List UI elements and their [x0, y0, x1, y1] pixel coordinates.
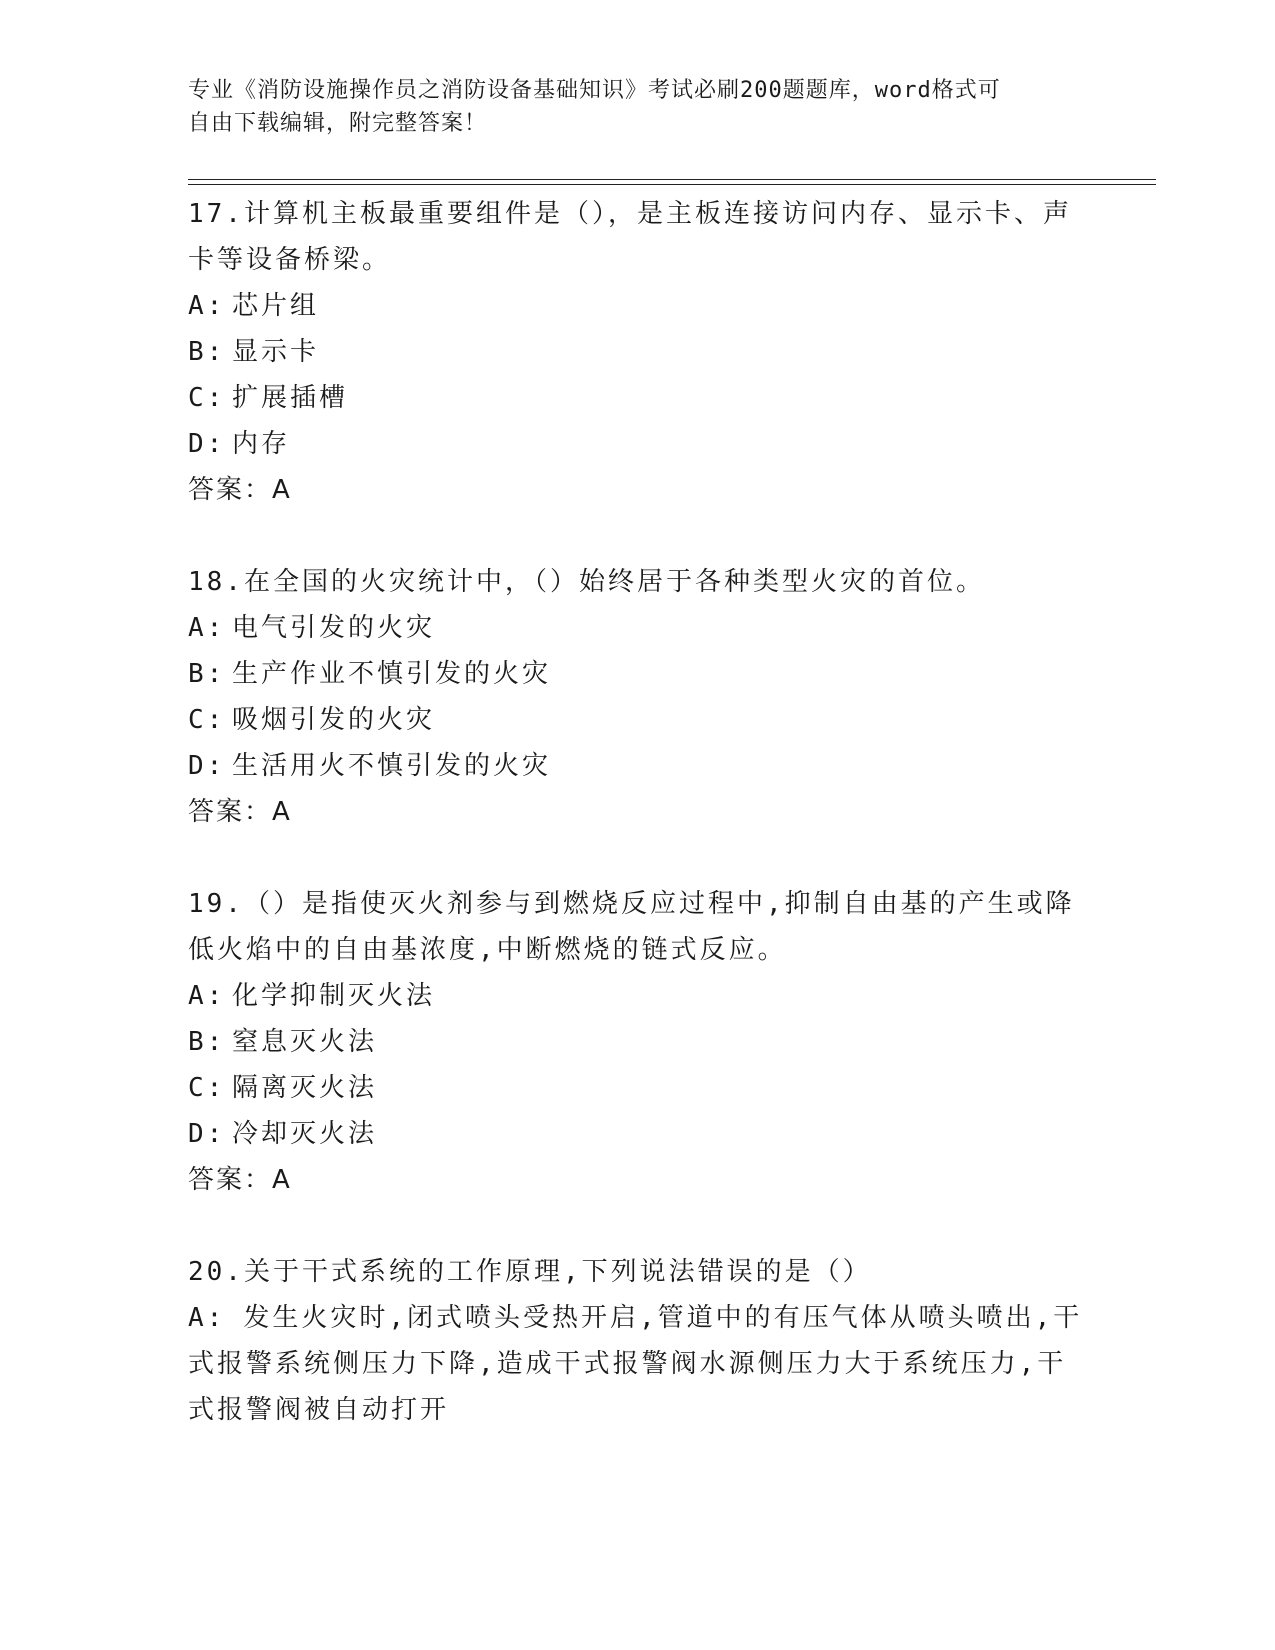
option-text: 窒息灭火法	[232, 1027, 378, 1057]
option-text: 冷却灭火法	[232, 1119, 378, 1149]
option-c	[188, 697, 1088, 743]
option-text: 发生火灾时,闭式喷头受热开启,管道中的有压气体从喷头喷出,干式报警系统侧压力下降,造成干式报警阀水源侧压力大于系统压力,干式报警阀被自动打开	[188, 1303, 1083, 1425]
question-stem: 17.计算机主板最重要组件是（），是主板连接访问内存、显示卡、声卡等设备桥梁。	[188, 199, 1072, 275]
option-letter: C:	[188, 1073, 226, 1103]
option-letter: B:	[188, 659, 226, 689]
option-c	[188, 1065, 1088, 1111]
option-letter: B:	[188, 1027, 226, 1057]
option-letter: C:	[188, 705, 226, 735]
option-letter: D:	[188, 751, 226, 781]
answer-label: 答案：A	[188, 475, 292, 505]
option-letter: D:	[188, 429, 226, 459]
option-text: 吸烟引发的火灾	[232, 705, 436, 735]
option-a	[188, 973, 1088, 1019]
option-letter: D:	[188, 1119, 226, 1149]
option-letter: B:	[188, 337, 226, 367]
question-17	[188, 191, 1088, 513]
header-divider-top	[188, 179, 1156, 180]
option-a	[188, 283, 1088, 329]
question-list	[188, 191, 1088, 1479]
question-19	[188, 881, 1088, 1203]
option-text: 电气引发的火灾	[232, 613, 436, 643]
option-letter: A:	[188, 1303, 226, 1333]
option-text: 内存	[232, 429, 291, 459]
header-divider-bottom	[188, 184, 1156, 185]
option-c	[188, 375, 1088, 421]
option-d	[188, 743, 1088, 789]
option-letter: A:	[188, 613, 226, 643]
option-text: 显示卡	[232, 337, 320, 367]
header-line-2: 自由下载编辑，附完整答案！	[188, 111, 488, 136]
answer-label: 答案：A	[188, 797, 292, 827]
option-letter: C:	[188, 383, 226, 413]
option-a	[188, 605, 1088, 651]
option-letter: A:	[188, 981, 226, 1011]
option-text: 化学抑制灭火法	[232, 981, 436, 1011]
option-a	[188, 1295, 1088, 1433]
header-line-1: 专业《消防设施操作员之消防设备基础知识》考试必刷200题题库，word格式可	[188, 78, 1001, 103]
option-text: 扩展插槽	[232, 383, 349, 413]
answer-label: 答案：A	[188, 1165, 292, 1195]
option-letter: A:	[188, 291, 226, 321]
question-stem: 19.（）是指使灭火剂参与到燃烧反应过程中,抑制自由基的产生或降低火焰中的自由基浓度,中断燃烧的链式反应。	[188, 889, 1075, 965]
option-b	[188, 329, 1088, 375]
option-text: 生活用火不慎引发的火灾	[232, 751, 552, 781]
option-text: 隔离灭火法	[232, 1073, 378, 1103]
option-b	[188, 1019, 1088, 1065]
option-d	[188, 421, 1088, 467]
question-18	[188, 559, 1088, 835]
question-stem: 18.在全国的火灾统计中，（）始终居于各种类型火灾的首位。	[188, 567, 985, 597]
option-b	[188, 651, 1088, 697]
option-text: 生产作业不慎引发的火灾	[232, 659, 552, 689]
option-text: 芯片组	[232, 291, 320, 321]
option-d	[188, 1111, 1088, 1157]
question-20	[188, 1249, 1088, 1433]
question-stem: 20.关于干式系统的工作原理,下列说法错误的是（）	[188, 1257, 872, 1287]
document-header	[188, 74, 1068, 140]
